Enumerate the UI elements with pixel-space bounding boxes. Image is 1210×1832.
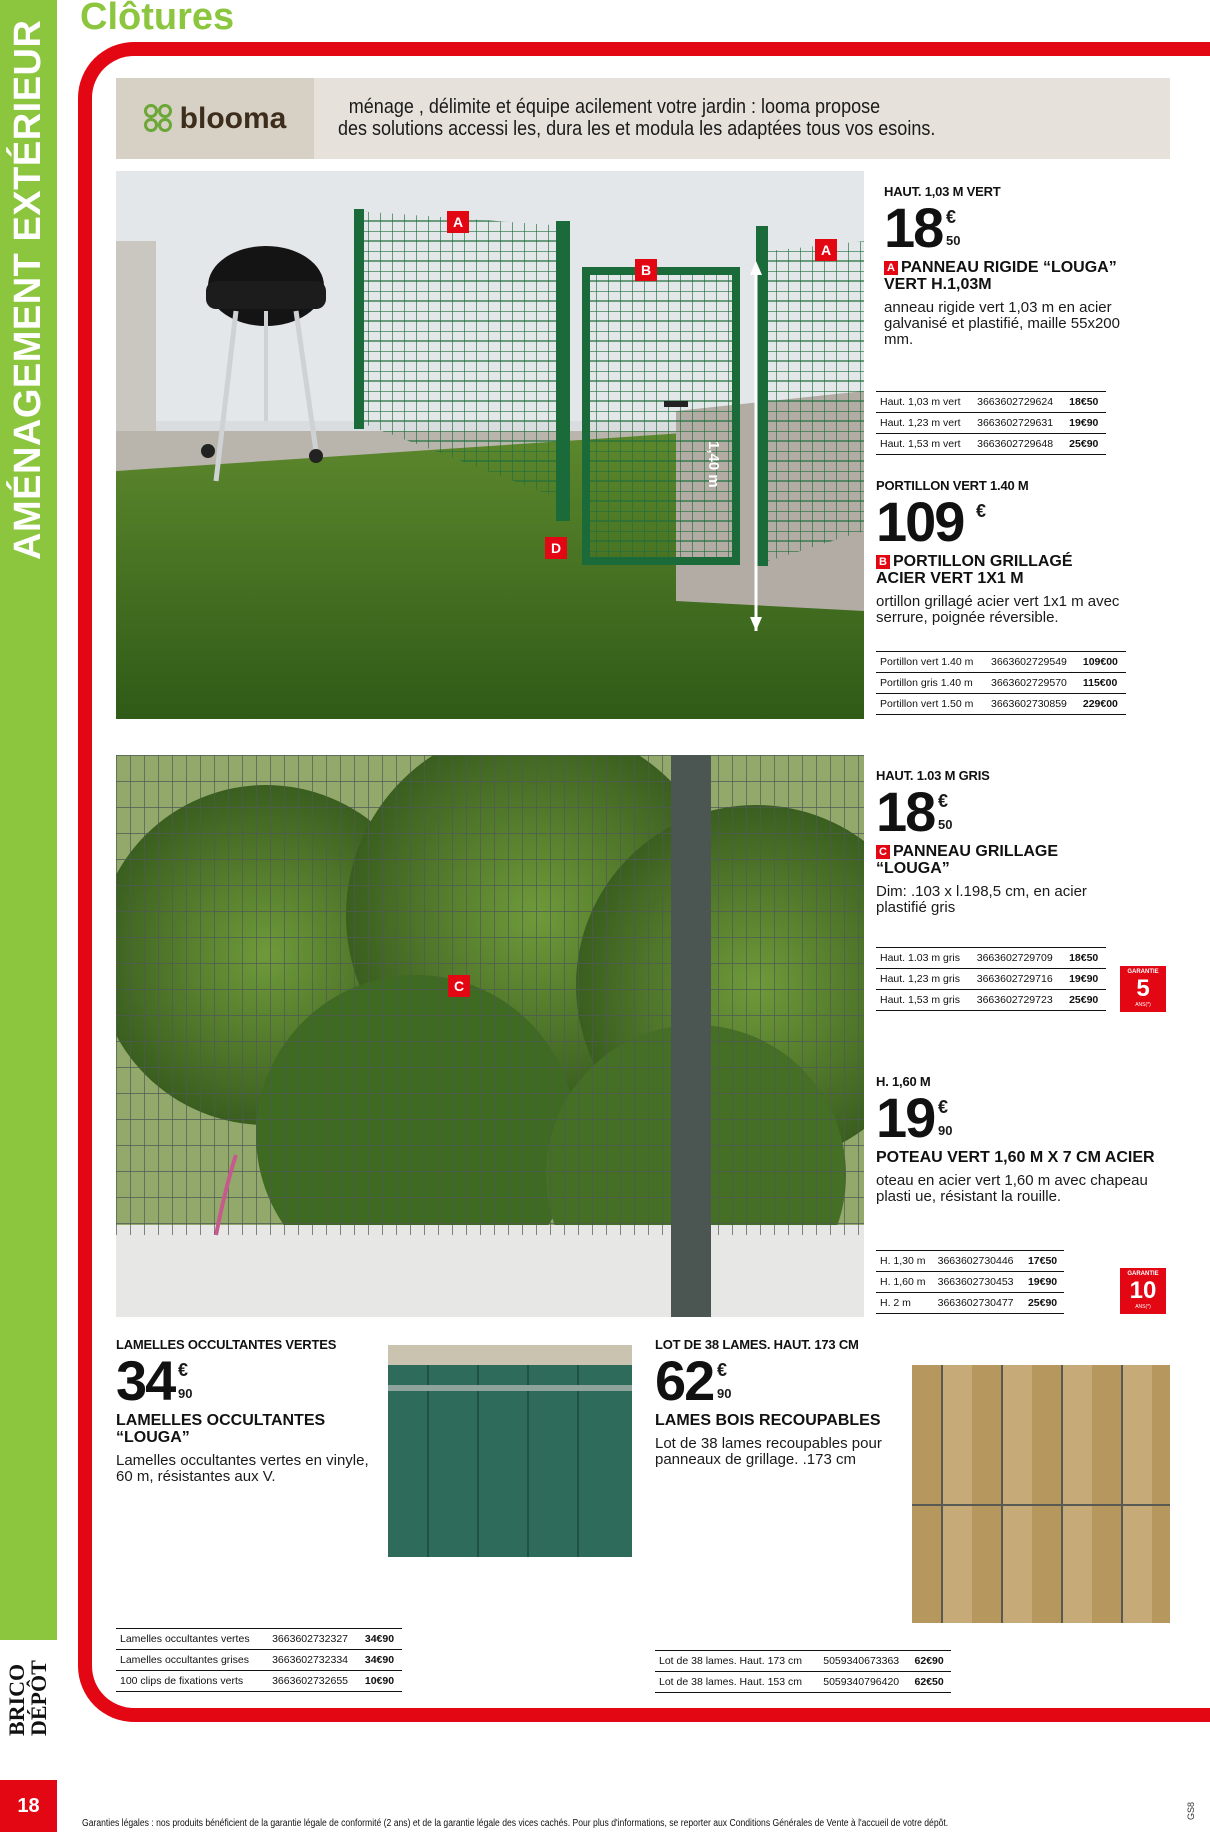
ref-ean: 3663602729723 — [973, 990, 1065, 1011]
ref-table-lames-bois — [655, 1650, 951, 1693]
ref-row — [876, 413, 1106, 434]
product-name — [884, 259, 1124, 293]
ref-ean: 3663602729624 — [973, 392, 1065, 413]
ref-label: Haut. 1,23 m vert — [876, 413, 973, 434]
ref-label: H. 2 m — [876, 1293, 934, 1314]
ref-label: Lamelles occultantes grises — [116, 1650, 268, 1671]
product-name-text: PANNEAU RIGIDE “LOUGA” VERT H.1,03M — [884, 259, 1117, 293]
garantie-label: GARANTIE — [1127, 1271, 1159, 1277]
product-desc: oteau en acier vert 1,60 m avec chapeau plasti ue, résistant la rouille. — [876, 1172, 1148, 1205]
ref-ean: 3663602730859 — [987, 694, 1079, 715]
product-kicker: HAUT. 1.03 M GRIS — [876, 768, 990, 783]
product-name-text: PORTILLON GRILLAGÉ ACIER VERT 1X1 M — [876, 553, 1073, 587]
price-integer: 19 — [876, 1086, 935, 1149]
ref-label: Haut. 1,53 m vert — [876, 434, 973, 455]
ref-ean: 3663602729709 — [973, 948, 1065, 969]
ref-price: 34€90 — [361, 1629, 402, 1650]
price-currency: € — [938, 1097, 949, 1117]
blooma-logo — [116, 78, 314, 159]
ref-label: Portillon gris 1.40 m — [876, 673, 987, 694]
ref-ean: 5059340673363 — [819, 1651, 910, 1672]
ref-ean: 3663602730446 — [934, 1251, 1024, 1272]
side-label-text: AMÉNAGEMENT EXTÉRIEUR — [7, 19, 49, 560]
ref-ean: 3663602729570 — [987, 673, 1079, 694]
ref-row — [876, 1251, 1064, 1272]
marker-a-right: A — [815, 239, 837, 261]
ref-price: 19€90 — [1065, 969, 1106, 990]
ref-ean: 3663602732655 — [268, 1671, 361, 1692]
price-integer: 62 — [655, 1349, 714, 1412]
ref-row — [876, 948, 1106, 969]
garantie-5-badge — [1120, 966, 1166, 1012]
ref-row — [655, 1672, 951, 1693]
price-currency: € — [938, 791, 949, 811]
blooma-banner — [116, 78, 1170, 159]
ref-label: Portillon vert 1.50 m — [876, 694, 987, 715]
product-kicker: LAMELLES OCCULTANTES VERTES — [116, 1337, 337, 1352]
height-label: 1,40 m — [705, 441, 722, 488]
product-price — [655, 1349, 905, 1412]
ref-row — [876, 1293, 1064, 1314]
product-tag: C — [876, 845, 890, 859]
ref-price: 19€90 — [1024, 1272, 1064, 1293]
ref-ean: 3663602732327 — [268, 1629, 361, 1650]
marker-d: D — [545, 537, 567, 559]
ref-label: 100 clips de fixations verts — [116, 1671, 268, 1692]
product-lames-bois — [655, 1337, 905, 1468]
product-price — [116, 1349, 380, 1412]
ref-table-panneau-grillage — [876, 947, 1106, 1011]
ref-label: Haut. 1,53 m gris — [876, 990, 973, 1011]
ref-price: 25€90 — [1065, 434, 1106, 455]
product-tag: B — [876, 555, 890, 569]
ref-label: Lot de 38 lames. Haut. 173 cm — [655, 1651, 819, 1672]
ref-table-panneau-rigide — [876, 391, 1106, 455]
ref-row — [876, 652, 1126, 673]
product-tag: A — [884, 261, 898, 275]
price-currency: € — [976, 501, 987, 521]
ref-label: Lamelles occultantes vertes — [116, 1629, 268, 1650]
ref-price: 17€50 — [1024, 1251, 1064, 1272]
price-decimal: 90 — [178, 1386, 193, 1401]
ref-price: 62€90 — [911, 1651, 951, 1672]
ref-row — [876, 392, 1106, 413]
ref-ean: 3663602732334 — [268, 1650, 361, 1671]
ref-row — [876, 694, 1126, 715]
product-desc: ortillon grillagé acier vert 1x1 m avec serrure, poignée réversible. — [876, 593, 1120, 626]
page-number: 18 — [0, 1780, 57, 1832]
grey-panel-photo — [116, 755, 864, 1317]
ref-label: Lot de 38 lames. Haut. 153 cm — [655, 1672, 819, 1693]
ref-ean: 5059340796420 — [819, 1672, 910, 1693]
ref-price: 19€90 — [1065, 413, 1106, 434]
ref-label: Haut. 1,23 m gris — [876, 969, 973, 990]
ref-price: 25€90 — [1024, 1293, 1064, 1314]
product-name: POTEAU VERT 1,60 M X 7 CM ACIER — [876, 1149, 1155, 1166]
product-panneau-rigide — [884, 184, 1124, 348]
price-decimal: 90 — [938, 1123, 953, 1138]
product-lamelles — [116, 1337, 380, 1485]
ref-price: 109€00 — [1079, 652, 1126, 673]
marker-a-left: A — [447, 211, 469, 233]
ref-table-portillon — [876, 651, 1126, 715]
ref-ean: 3663602729549 — [987, 652, 1079, 673]
green-slats-photo — [388, 1345, 632, 1557]
ref-label: H. 1,30 m — [876, 1251, 934, 1272]
garantie-years: 5 — [1136, 975, 1150, 1002]
ref-price: 115€00 — [1079, 673, 1126, 694]
ref-price: 18€50 — [1065, 392, 1106, 413]
blooma-wordmark: blooma — [179, 101, 287, 135]
section-title: Clôtures — [80, 0, 235, 38]
product-panneau-grillage — [876, 768, 1116, 916]
ref-table-lamelles — [116, 1628, 402, 1692]
ref-ean: 3663602730453 — [934, 1272, 1024, 1293]
ref-row — [876, 673, 1126, 694]
product-kicker: H. 1,60 M — [876, 1074, 931, 1089]
ref-label: H. 1,60 m — [876, 1272, 934, 1293]
ref-ean: 3663602729716 — [973, 969, 1065, 990]
ref-ean: 3663602730477 — [934, 1293, 1024, 1314]
garantie-10-badge — [1120, 1268, 1166, 1314]
garantie-unit: ANS(*) — [1135, 1002, 1151, 1008]
product-kicker: LOT DE 38 LAMES. HAUT. 173 CM — [655, 1337, 859, 1352]
price-currency: € — [717, 1360, 728, 1380]
ref-ean: 3663602729648 — [973, 434, 1065, 455]
ref-ean: 3663602729631 — [973, 413, 1065, 434]
product-name-text: PANNEAU GRILLAGE “LOUGA” — [876, 843, 1059, 877]
ref-table-poteau — [876, 1250, 1064, 1314]
price-currency: € — [946, 207, 957, 227]
product-price — [876, 1086, 1166, 1149]
ref-row — [876, 969, 1106, 990]
blooma-flower-icon — [144, 104, 174, 134]
ref-row — [116, 1629, 402, 1650]
ref-price: 229€00 — [1079, 694, 1126, 715]
product-price — [876, 780, 1116, 843]
product-name — [876, 843, 1116, 877]
ref-price: 34€90 — [361, 1650, 402, 1671]
product-kicker: HAUT. 1,03 M VERT — [884, 184, 1001, 199]
brico-depot-logo — [2, 1640, 57, 1740]
ref-label: Portillon vert 1.40 m — [876, 652, 987, 673]
product-name — [876, 553, 1126, 587]
product-poteau — [876, 1074, 1166, 1205]
ref-row — [116, 1650, 402, 1671]
ref-price: 10€90 — [361, 1671, 402, 1692]
ref-price: 25€90 — [1065, 990, 1106, 1011]
banner-text — [338, 96, 1076, 140]
product-kicker: PORTILLON VERT 1.40 M — [876, 478, 1029, 493]
price-decimal: 50 — [938, 817, 953, 832]
ref-price: 18€50 — [1065, 948, 1106, 969]
product-price — [884, 196, 1124, 259]
brand-line1: BRICO — [4, 1663, 29, 1736]
ref-price: 62€50 — [911, 1672, 951, 1693]
marker-c: C — [448, 975, 470, 997]
garantie-years: 10 — [1129, 1277, 1157, 1304]
banner-text-line1: ménage , délimite et équipe acilement votre jardin : looma propose — [348, 96, 881, 118]
ref-row — [116, 1671, 402, 1692]
corner-code: GS8 — [1185, 1801, 1196, 1821]
banner-text-line2: des solutions accessi les, dura les et modula les adaptées tous vos esoins. — [338, 118, 936, 140]
product-desc: Lot de 38 lames recoupables pour panneaux de grillage. .173 cm — [655, 1435, 882, 1468]
ref-label: Haut. 1,03 m vert — [876, 392, 973, 413]
price-decimal: 90 — [717, 1386, 732, 1401]
price-decimal: 50 — [946, 233, 961, 248]
product-desc: anneau rigide vert 1,03 m en acier galvanisé et plastifié, maille 55x200 mm. — [884, 299, 1120, 348]
fence-gate-photo — [116, 171, 864, 719]
product-price — [876, 490, 1126, 553]
brand-line2: DÉPÔT — [26, 1660, 51, 1736]
product-desc: Dim: .103 x l.198,5 cm, en acier plastifié gris — [876, 883, 1087, 916]
product-name: LAMES BOIS RECOUPABLES — [655, 1412, 881, 1429]
ref-label: Haut. 1.03 m gris — [876, 948, 973, 969]
ref-row — [876, 990, 1106, 1011]
garantie-label: GARANTIE — [1127, 969, 1159, 975]
price-currency: € — [178, 1360, 189, 1380]
price-integer: 34 — [116, 1349, 175, 1412]
garantie-unit: ANS(*) — [1135, 1304, 1151, 1310]
product-desc: Lamelles occultantes vertes en vinyle, 60 m, résistantes aux V. — [116, 1452, 369, 1485]
product-portillon — [876, 478, 1126, 626]
wood-slats-photo — [912, 1365, 1170, 1623]
ref-row — [876, 1272, 1064, 1293]
ref-row — [876, 434, 1106, 455]
price-integer: 18 — [884, 196, 943, 259]
legal-notice: Garanties légales : nos produits bénéficient de la garantie légale de conformité (2 ans) et de la garantie légale des vices cachés. Pour plus d'informations, se reporter aux Conditions Générales de Vente à l'accueil de votre dépôt. — [82, 1818, 949, 1829]
product-name: LAMELLES OCCULTANTES “LOUGA” — [116, 1412, 326, 1446]
price-integer: 109 — [876, 490, 964, 553]
ref-row — [655, 1651, 951, 1672]
marker-b: B — [635, 259, 657, 281]
price-integer: 18 — [876, 780, 935, 843]
